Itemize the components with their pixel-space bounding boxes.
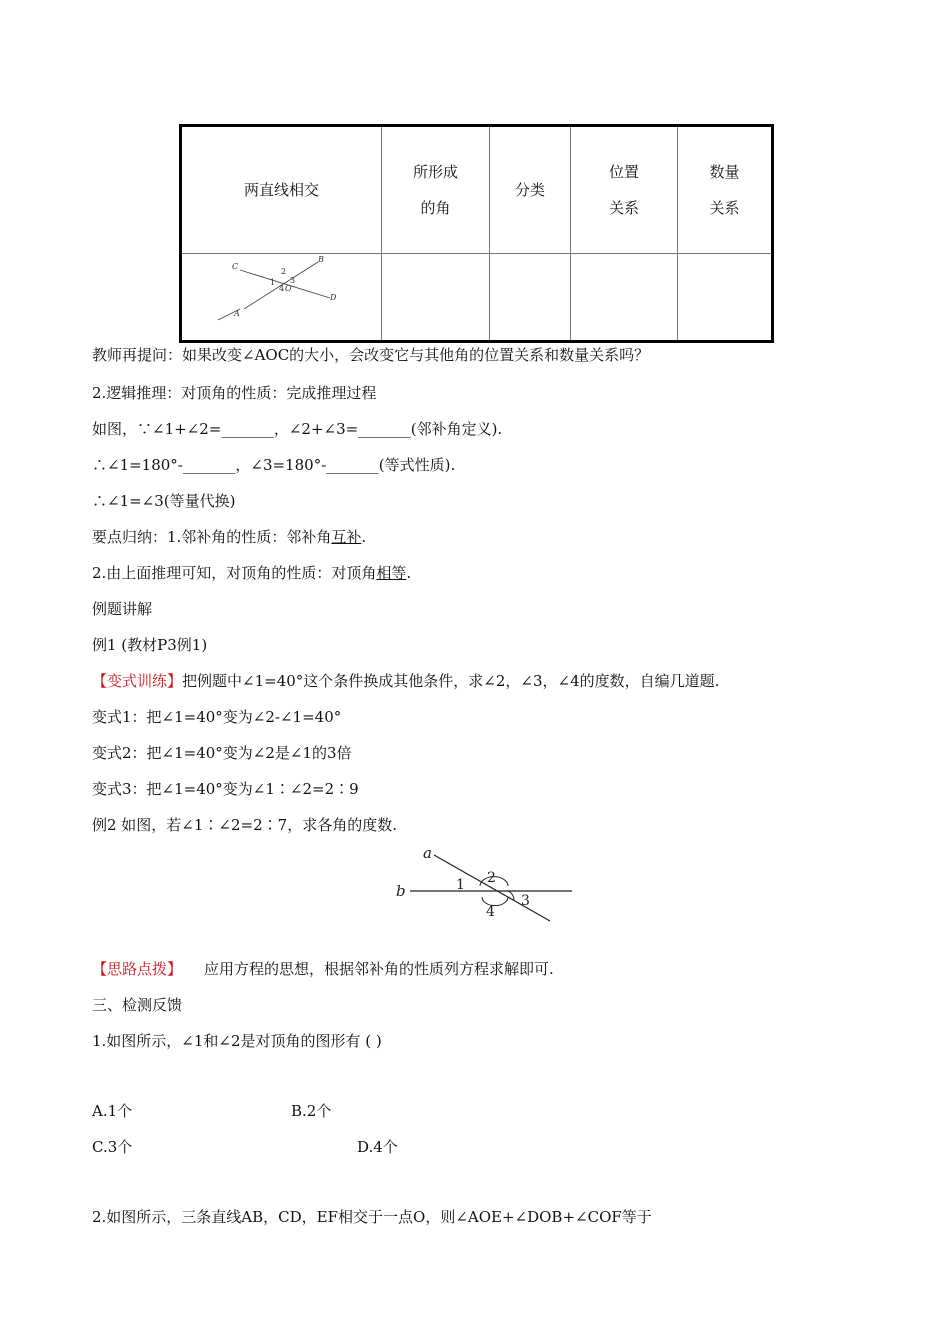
key-point-1 (92, 526, 366, 547)
header-quantity-line1: 数量 (709, 163, 740, 181)
key-point-2-end: . (406, 564, 412, 582)
fig1-label-d: D (330, 293, 337, 302)
proof-line-2: ∴∠1=180°-_______，∠3=180°-_______(等式性质). (92, 456, 456, 474)
fig1-label-b: B (318, 255, 324, 264)
fig1-label-3: 3 (290, 276, 296, 285)
fig2-label-a: a (423, 844, 432, 862)
variant-training (92, 670, 719, 691)
fig2-label-4: 4 (486, 904, 495, 920)
examples-title: 例题讲解 (92, 600, 153, 618)
hint-text: 应用方程的思想，根据邻补角的性质列方程求解即可. (204, 960, 554, 978)
header-quantity-line2: 关系 (709, 199, 740, 217)
header-position-line2: 关系 (608, 199, 639, 217)
fig1-label-c: C (232, 262, 239, 271)
key-point-2-answer: 相等 (376, 564, 407, 582)
fig2-label-3: 3 (521, 893, 530, 909)
question-1: 1.如图所示，∠1和∠2是对顶角的图形有 ( ) (92, 1032, 382, 1050)
key-point-1-text: 要点归纳：1.邻补角的性质：邻补角 (92, 528, 332, 546)
fig1-label-o: O (285, 284, 292, 293)
empty-cell-class (490, 254, 571, 342)
proof-line-3: ∴∠1=∠3(等量代换) (92, 492, 236, 510)
hint-tag: 【思路点拨】 (92, 960, 183, 978)
section3-title: 三、检测反馈 (92, 996, 183, 1014)
hint-line (92, 958, 554, 979)
teacher-question: 教师再提问：如果改变∠AOC的大小，会改变它与其他角的位置关系和数量关系吗？ (92, 346, 650, 364)
fig1-label-4: 4 (279, 284, 285, 293)
variant-3: 变式3：把∠1=40°变为∠1∶∠2=2∶9 (92, 780, 359, 798)
option-a: A.1个 (92, 1102, 133, 1120)
key-point-2 (92, 562, 411, 583)
fig2-label-1: 1 (456, 877, 465, 893)
key-point-2-text: 2.由上面推理可知，对顶角的性质：对顶角 (92, 564, 377, 582)
intersecting-lines-table (179, 124, 774, 343)
variant-text: 把例题中∠1=40°这个条件换成其他条件，求∠2，∠3，∠4的度数，自编几道题. (182, 672, 720, 690)
variant-1: 变式1：把∠1=40°变为∠2-∠1=40° (92, 708, 342, 726)
question-2: 2.如图所示，三条直线AB，CD，EF相交于一点O，则∠AOE+∠DOB+∠COF等于 (92, 1208, 652, 1226)
empty-cell-position (571, 254, 678, 342)
option-d: D.4个 (357, 1138, 398, 1156)
header-angles-formed (382, 126, 490, 254)
example-1: 例1 (教材P3例1) (92, 636, 208, 654)
header-position-relation (571, 126, 678, 254)
example2-figure (390, 842, 580, 924)
header-angles-formed-line1: 所形成 (412, 163, 458, 181)
fig2-label-2: 2 (487, 870, 496, 886)
figure-cell (181, 254, 382, 342)
key-point-1-end: . (361, 528, 367, 546)
fig2-label-b: b (396, 882, 406, 900)
variant-tag: 【变式训练】 (92, 672, 183, 690)
variant-2: 变式2：把∠1=40°变为∠2是∠1的3倍 (92, 744, 352, 762)
example-2: 例2 如图，若∠1∶∠2=2∶7，求各角的度数. (92, 816, 397, 834)
fig1-label-1: 1 (270, 278, 276, 287)
key-point-1-answer: 互补 (331, 528, 362, 546)
fig1-label-a: A (234, 309, 240, 318)
header-classification: 分类 (490, 126, 571, 254)
header-quantity-relation (678, 126, 773, 254)
header-intersection: 两直线相交 (181, 126, 382, 254)
header-angles-formed-line2: 的角 (420, 199, 451, 217)
fig1-label-2: 2 (281, 267, 287, 276)
empty-cell-angles (382, 254, 490, 342)
empty-cell-quantity (678, 254, 773, 342)
proof-line-1: 如图，∵∠1+∠2=_______，∠2+∠3=_______(邻补角定义). (92, 420, 503, 438)
header-position-line1: 位置 (608, 163, 639, 181)
intersecting-lines-figure (182, 254, 382, 340)
option-c: C.3个 (92, 1138, 133, 1156)
section2-title: 2.逻辑推理：对顶角的性质：完成推理过程 (92, 384, 377, 402)
option-b: B.2个 (291, 1102, 332, 1120)
